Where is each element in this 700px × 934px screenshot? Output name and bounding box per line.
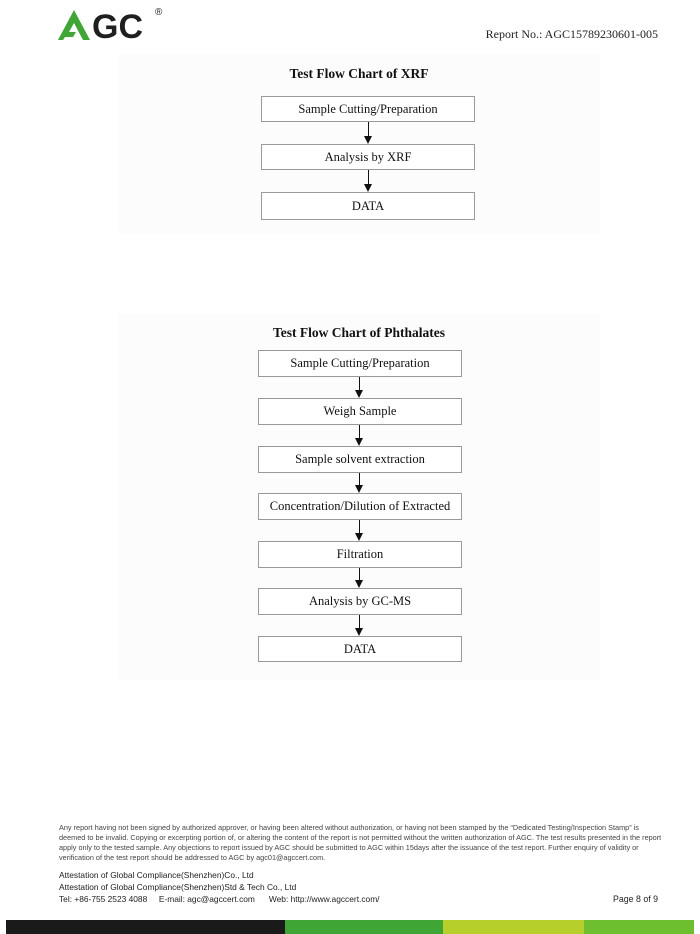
footer-bar-lime [443,920,584,934]
phthalates-arrow-2 [355,425,365,446]
report-disclaimer: Any report having not been signed by authorized approver, or having been altered without authorization, or having not been stamped by the “Dedicated Testing/Inspection Stamp” is deemed to be invalid. Copying or excerpting portion of, or altering the content of the report is not permitted without the written authorization of AGC. The test results presented in the report apply only to the tested sample. Any objections to report issued by AGC should be submitted to AGC within 15days after the issuance of the test report. Further enquiry of validity or verification of the test report should be addressed to AGC by agc01@agccert.com. [59,823,662,862]
xrf-flow-chart [118,54,600,234]
contact-email: E-mail: agc@agccert.com [158,894,255,904]
contact-web: Web: http://www.agccert.com/ [268,894,380,904]
phthalates-step-filtration: Filtration [258,541,462,568]
footer-bar-black [6,920,285,934]
phthalates-arrow-5 [355,568,365,588]
registered-mark: ® [155,7,163,18]
page-number: Page 8 of 9 [613,894,658,904]
xrf-step-analysis: Analysis by XRF [261,144,475,170]
agc-logo-text: GC [92,8,143,44]
phthalates-flow-chart [118,314,600,680]
phthalates-chart-title: Test Flow Chart of Phthalates [273,325,445,340]
phthalates-arrow-6 [355,615,365,636]
phthalates-arrow-3 [355,473,365,493]
xrf-step-sample-cutting: Sample Cutting/Preparation [261,96,475,122]
phthalates-step-extraction: Sample solvent extraction [258,446,462,473]
footer-color-bar [6,920,694,934]
company-name-1: Attestation of Global Compliance(Shenzhen)Co., Ltd [59,870,254,880]
xrf-chart-title: Test Flow Chart of XRF [289,66,429,81]
phthalates-arrow-1 [355,377,365,398]
contact-tel: Tel: +86-755 2523 4088 [59,894,148,904]
agc-logo [58,4,168,44]
phthalates-step-sample-cutting: Sample Cutting/Preparation [258,350,462,377]
company-name-2: Attestation of Global Compliance(Shenzhen)Std & Tech Co., Ltd [59,882,297,892]
report-number: Report No.: AGC15789230601-005 [485,27,658,41]
agc-logo-a-mark [58,10,90,40]
phthalates-step-data: DATA [258,636,462,662]
xrf-arrow-1 [364,122,374,144]
footer-bar-green [285,920,443,934]
phthalates-step-gcms: Analysis by GC-MS [258,588,462,615]
xrf-arrow-2 [364,170,374,192]
xrf-step-data: DATA [261,192,475,220]
phthalates-arrow-4 [355,520,365,541]
phthalates-step-concentration: Concentration/Dilution of Extracted [258,493,462,520]
contact-line [59,894,380,904]
footer-bar-light-green [584,920,694,934]
phthalates-step-weigh: Weigh Sample [258,398,462,425]
